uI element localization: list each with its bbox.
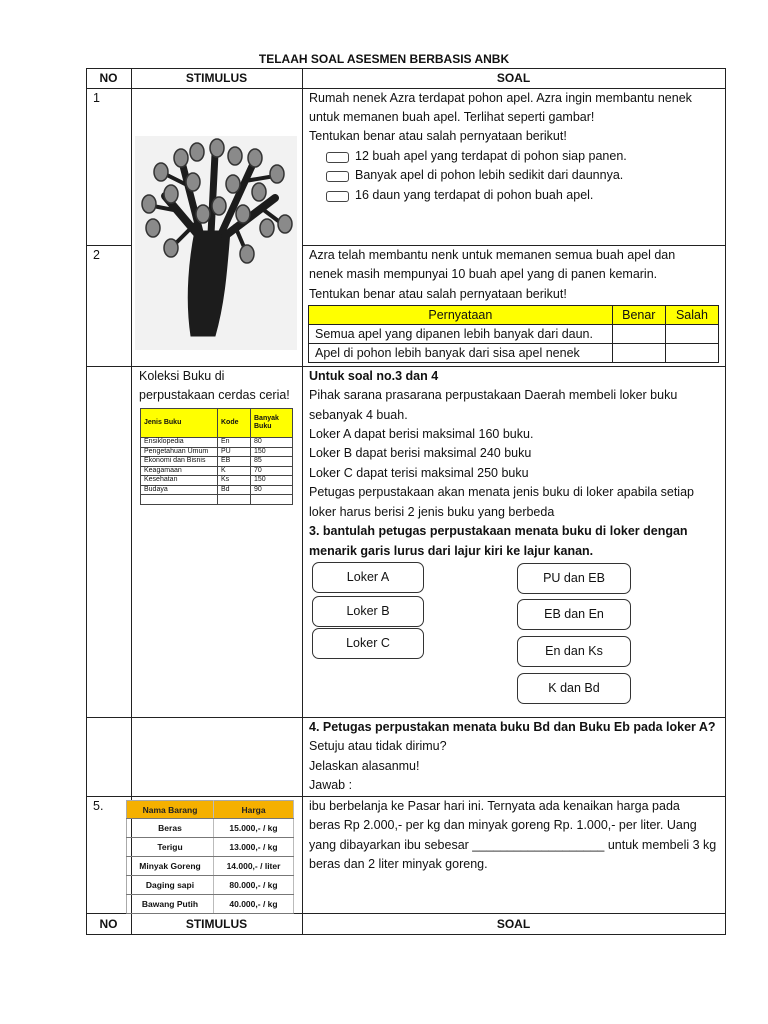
q3-line-3: sebanyak 4 buah.: [309, 408, 408, 422]
harga-cell: 40.000,- / kg: [214, 895, 294, 914]
q3-line-6: Loker C dapat terisi maksimal 250 buku: [309, 466, 529, 480]
harga-cell: Bawang Putih: [127, 895, 214, 914]
q2-line-3: Tentukan benar atau salah pernyataan berikut!: [309, 287, 567, 301]
benar-cell-2[interactable]: [612, 344, 665, 363]
q3-line-8: loker harus berisi 2 jenis buku yang berbeda: [309, 505, 555, 519]
salah-cell-2[interactable]: [665, 344, 718, 363]
koleksi-cell: Keagamaan: [141, 466, 218, 476]
koleksi-cell: [141, 495, 218, 505]
koleksi-cell: 85: [251, 457, 293, 467]
q3-line-9: 3. bantulah petugas perpustakaan menata buku di loker dengan: [309, 524, 688, 538]
koleksi-header-kode: Kode: [218, 409, 251, 438]
statement-row-1: Semua apel yang dipanen lebih banyak dari daun.: [309, 325, 613, 344]
statement-row-2: Apel di pohon lebih banyak dari sisa apel nenek: [309, 344, 613, 363]
q3-line-7: Petugas perpustakaan akan menata jenis buku di loker apabila setiap: [309, 485, 694, 499]
statement-table: [308, 305, 719, 363]
q2-line-2: nenek masih mempunyai 10 buah apel yang di panen kemarin.: [309, 267, 658, 281]
koleksi-cell: Ks: [218, 476, 251, 486]
footer-soal: SOAL: [496, 917, 531, 931]
q3-line-5: Loker B dapat berisi maksimal 240 buku: [309, 446, 532, 460]
koleksi-cell: Kesehatan: [141, 476, 218, 486]
koleksi-title-2: perpustakaan cerdas ceria!: [139, 388, 290, 402]
q1-line-3: Tentukan benar atau salah pernyataan berikut!: [309, 129, 567, 143]
q3-line-1: Untuk soal no.3 dan 4: [309, 369, 439, 383]
q4-line-3: Jelaskan alasanmu!: [309, 759, 420, 773]
harga-header-harga: Harga: [214, 801, 294, 819]
salah-header: Salah: [665, 306, 718, 325]
harga-cell: 15.000,- / kg: [214, 819, 294, 838]
statement-header: Pernyataan: [309, 306, 613, 325]
option-en-dan-ks[interactable]: En dan Ks: [517, 636, 631, 667]
q1-statement-3: 16 daun yang terdapat di pohon buah apel.: [355, 188, 594, 202]
option-loker-b[interactable]: Loker B: [312, 596, 424, 627]
harga-header-nama: Nama Barang: [127, 801, 214, 819]
checkbox-statement-1[interactable]: [326, 152, 349, 163]
koleksi-cell: 150: [251, 476, 293, 486]
harga-cell: Daging sapi: [127, 876, 214, 895]
harga-cell: Terigu: [127, 838, 214, 857]
koleksi-cell: 150: [251, 447, 293, 457]
question-number-2: 2: [93, 248, 100, 262]
q1-line-2: untuk memanen buah apel. Terlihat seperti gambar!: [309, 110, 595, 124]
apple-tree-image: [135, 136, 297, 350]
koleksi-cell: 80: [251, 438, 293, 448]
header-no: NO: [99, 71, 118, 85]
footer-stimulus: STIMULUS: [185, 917, 248, 931]
question-number-1: 1: [93, 91, 100, 105]
q1-statement-2: Banyak apel di pohon lebih sedikit dari daunnya.: [355, 168, 624, 182]
koleksi-cell: En: [218, 438, 251, 448]
q3-line-4: Loker A dapat berisi maksimal 160 buku.: [309, 427, 534, 441]
benar-cell-1[interactable]: [612, 325, 665, 344]
koleksi-cell: [251, 495, 293, 505]
koleksi-cell: Bd: [218, 485, 251, 495]
q3-line-10: menarik garis lurus dari lajur kiri ke lajur kanan.: [309, 544, 594, 558]
benar-header: Benar: [612, 306, 665, 325]
option-pu-dan-eb[interactable]: PU dan EB: [517, 563, 631, 594]
q4-line-2: Setuju atau tidak dirimu?: [309, 739, 447, 753]
salah-cell-1[interactable]: [665, 325, 718, 344]
checkbox-statement-2[interactable]: [326, 171, 349, 182]
footer-no: NO: [99, 917, 118, 931]
koleksi-cell: K: [218, 466, 251, 476]
harga-cell: 14.000,- / liter: [214, 857, 294, 876]
harga-cell: Minyak Goreng: [127, 857, 214, 876]
harga-table: [126, 800, 294, 914]
koleksi-cell: Pengetahuan Umum: [141, 447, 218, 457]
header-soal: SOAL: [496, 71, 531, 85]
q4-answer-label: Jawab :: [309, 778, 353, 792]
q5-line-1: ibu berbelanja ke Pasar hari ini. Ternyata ada kenaikan harga pada: [309, 799, 680, 813]
checkbox-statement-3[interactable]: [326, 191, 349, 202]
koleksi-buku-table: [140, 408, 293, 505]
document-title: TELAAH SOAL ASESMEN BERBASIS ANBK: [258, 52, 510, 66]
q1-statement-1: 12 buah apel yang terdapat di pohon siap panen.: [355, 149, 627, 163]
q5-line-2: beras Rp 2.000,- per kg dan minyak goreng Rp. 1.000,- per liter. Uang: [309, 818, 697, 832]
q2-line-1: Azra telah membantu nenk untuk memanen semua buah apel dan: [309, 248, 676, 262]
option-loker-c[interactable]: Loker C: [312, 628, 424, 659]
koleksi-cell: [218, 495, 251, 505]
question-number-5: 5.: [93, 799, 104, 813]
option-eb-dan-en[interactable]: EB dan En: [517, 599, 631, 630]
option-k-dan-bd[interactable]: K dan Bd: [517, 673, 631, 704]
koleksi-cell: Ensiklopedia: [141, 438, 218, 448]
harga-cell: Beras: [127, 819, 214, 838]
q4-line-1: 4. Petugas perpustakan menata buku Bd dan Buku Eb pada loker A?: [309, 720, 716, 734]
q5-line-3: yang dibayarkan ibu sebesar ___________________ untuk membeli 3 kg: [309, 838, 717, 852]
harga-cell: 13.000,- / kg: [214, 838, 294, 857]
koleksi-cell: Ekonomi dan Bisnis: [141, 457, 218, 467]
q3-line-2: Pihak sarana prasarana perpustakaan Daerah membeli loker buku: [309, 388, 678, 402]
q5-line-4: beras dan 2 liter minyak goreng.: [309, 857, 488, 871]
q1-line-1: Rumah nenek Azra terdapat pohon apel. Azra ingin membantu nenek: [309, 91, 692, 105]
option-loker-a[interactable]: Loker A: [312, 562, 424, 593]
koleksi-header-banyak: Banyak Buku: [251, 409, 293, 438]
koleksi-cell: 70: [251, 466, 293, 476]
harga-cell: 80.000,- / kg: [214, 876, 294, 895]
koleksi-cell: PU: [218, 447, 251, 457]
header-stimulus: STIMULUS: [185, 71, 248, 85]
koleksi-header-jenis: Jenis Buku: [141, 409, 218, 438]
koleksi-cell: Budaya: [141, 485, 218, 495]
koleksi-cell: 90: [251, 485, 293, 495]
koleksi-cell: EB: [218, 457, 251, 467]
koleksi-title-1: Koleksi Buku di: [139, 369, 225, 383]
